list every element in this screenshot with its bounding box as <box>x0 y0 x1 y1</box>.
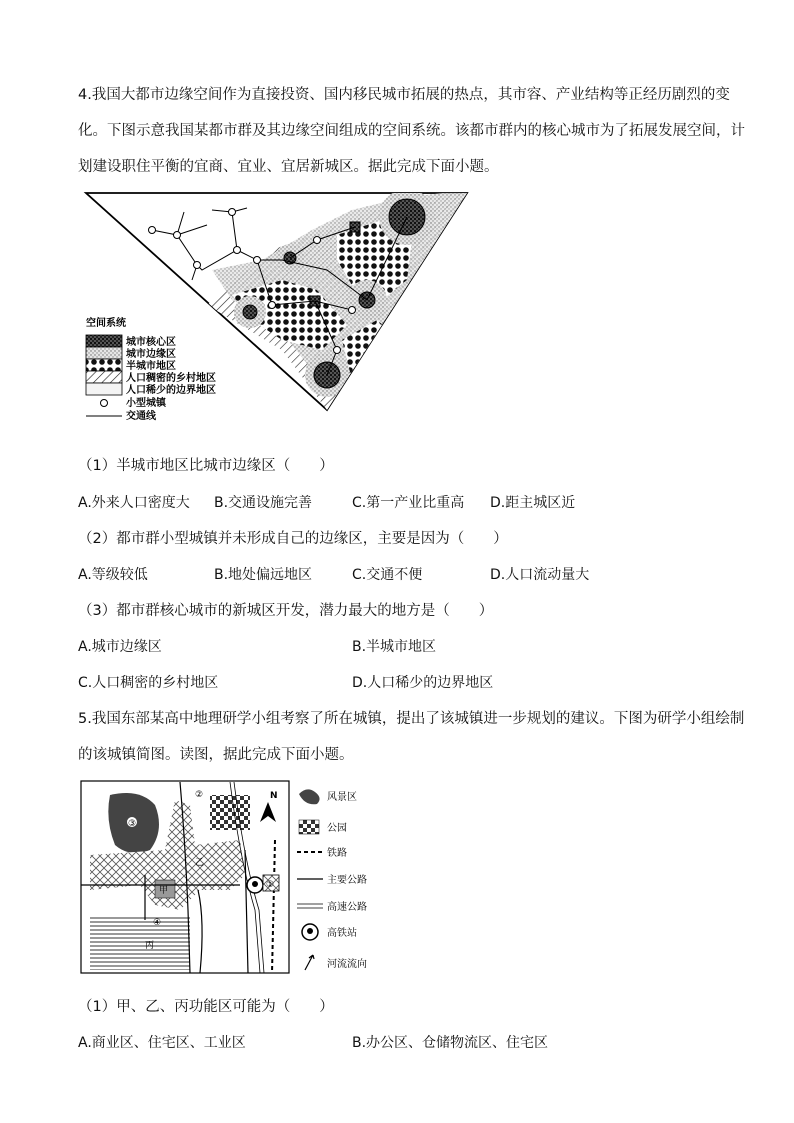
q4-sub3-option-d[interactable]: D.人口稀少的边界地区 <box>352 675 494 691</box>
legend-hsr-station: 高铁站 <box>327 928 357 939</box>
metro-spatial-system-figure <box>82 190 472 430</box>
label-1: ① <box>266 880 275 890</box>
q4-sub1-question: （1）半城市地区比城市边缘区（ ） <box>78 458 334 474</box>
q4-sub2-option-d[interactable]: D.人口流动量大 <box>490 567 590 583</box>
legend-railway: 铁路 <box>327 848 347 859</box>
label-jia: 甲 <box>159 886 169 896</box>
q4-sub2-option-a[interactable]: A.等级较低 <box>78 567 148 583</box>
legend-title: 空间系统 <box>86 318 126 329</box>
legend-park: 公园 <box>327 823 347 834</box>
q5-sub1-option-b[interactable]: B.办公区、仓储物流区、住宅区 <box>352 1035 549 1051</box>
q4-stem-line-2: 化。下图示意我国某都市群及其边缘空间组成的空间系统。该都市群内的核心城市为了拓展发展空间，计 <box>78 123 745 139</box>
legend-semi-urban: 半城市地区 <box>126 361 176 372</box>
q4-sub3-option-b[interactable]: B.半城市地区 <box>352 639 437 655</box>
town-map-figure <box>80 780 380 975</box>
q4-stem-line-1: 4.我国大都市边缘空间作为直接投资、国内移民城市拓展的热点，其市容、产业结构等正经历剧烈的变 <box>78 87 730 103</box>
legend-dense-rural: 人口稠密的乡村地区 <box>126 373 216 384</box>
q4-sub1-option-c[interactable]: C.第一产业比重高 <box>352 495 465 511</box>
label-yi: 乙 <box>195 858 205 868</box>
label-3: ③ <box>128 819 137 829</box>
river-flow-icon <box>305 955 314 970</box>
q4-sub2-option-b[interactable]: B.地处偏远地区 <box>214 567 313 583</box>
q4-sub3-option-a[interactable]: A.城市边缘区 <box>78 639 162 655</box>
label-bing: 丙 <box>145 941 155 951</box>
label-2: ② <box>195 790 204 800</box>
legend-expressway: 高速公路 <box>327 902 367 913</box>
q4-sub3-option-c[interactable]: C.人口稠密的乡村地区 <box>78 675 219 691</box>
legend-transport-line: 交通线 <box>126 411 156 422</box>
q4-sub1-option-d[interactable]: D.距主城区近 <box>490 495 576 511</box>
q4-sub1-option-b[interactable]: B.交通设施完善 <box>214 495 313 511</box>
legend-river-flow: 河流流向 <box>327 959 367 970</box>
legend-sparse-border: 人口稀少的边界地区 <box>126 385 216 396</box>
label-4: ④ <box>153 918 162 928</box>
q4-sub2-question: （2）都市群小型城镇并未形成自己的边缘区，主要是因为（ ） <box>78 531 508 547</box>
q4-sub2-option-c[interactable]: C.交通不便 <box>352 567 423 583</box>
scenic-area-icon <box>299 789 320 804</box>
q5-stem-line-1: 5.我国东部某高中地理研学小组考察了所在城镇，提出了该城镇进一步规划的建议。下图为研学小组绘制 <box>78 711 745 727</box>
north-label: N <box>270 791 278 801</box>
q4-sub3-question: （3）都市群核心城市的新城区开发，潜力最大的地方是（ ） <box>78 603 494 619</box>
legend-urban-fringe: 城市边缘区 <box>126 349 176 360</box>
legend-scenic: 风景区 <box>327 792 357 803</box>
q5-stem-line-2: 的该城镇简图。读图，据此完成下面小题。 <box>78 747 354 763</box>
park-icon <box>299 820 319 834</box>
legend-main-road: 主要公路 <box>327 875 367 886</box>
q5-sub1-question: （1）甲、乙、丙功能区可能为（ ） <box>78 999 334 1015</box>
legend-small-town: 小型城镇 <box>126 398 166 409</box>
q4-stem-line-3: 划建设职住平衡的宜商、宜业、宜居新城区。据此完成下面小题。 <box>78 159 499 175</box>
legend-urban-core: 城市核心区 <box>126 337 176 348</box>
q5-sub1-option-a[interactable]: A.商业区、住宅区、工业区 <box>78 1035 246 1051</box>
q4-sub1-option-a[interactable]: A.外来人口密度大 <box>78 495 190 511</box>
